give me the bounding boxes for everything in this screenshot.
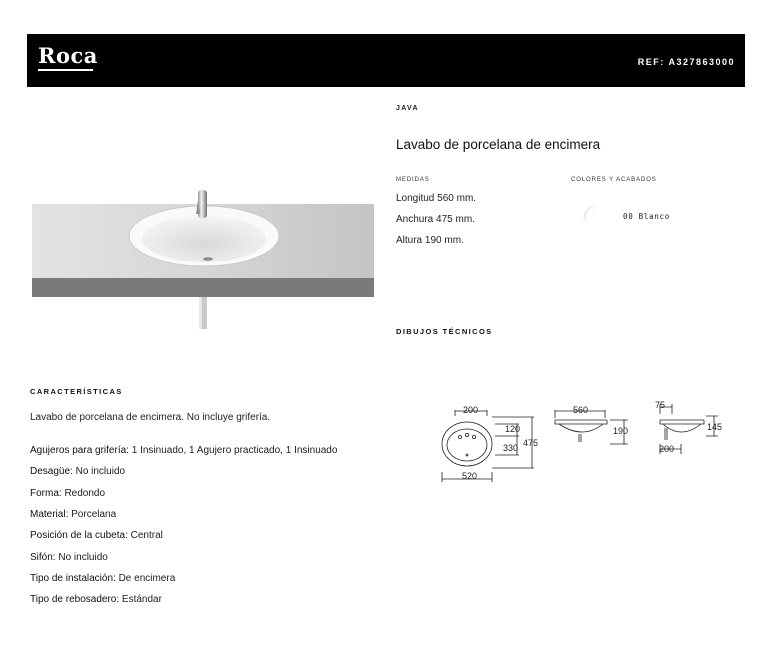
spec-value: De encimera (115, 573, 176, 584)
dim-145: 145 (707, 422, 723, 432)
spec-value: 1 Insinuado, 1 Agujero practicado, 1 Insinuado (128, 445, 338, 456)
colors-label: COLORES Y ACABADOS (571, 177, 657, 183)
spec-key: Posición de la cubeta: (30, 530, 128, 541)
measures-label: MEDIDAS (396, 177, 430, 183)
product-series: JAVA (396, 105, 419, 112)
measure-width: Anchura 475 mm. (396, 214, 475, 225)
spec-value: Redondo (61, 488, 106, 499)
spec-key: Sifón: (30, 552, 56, 563)
spec-key: Forma: (30, 488, 62, 499)
spec-value: Porcelana (68, 509, 117, 520)
header-bar (27, 34, 745, 87)
spec-key: Material: (30, 509, 69, 520)
drawing-front-view (555, 405, 628, 444)
dim-560: 560 (573, 405, 589, 415)
spec-row (30, 445, 337, 456)
spec-key: Desagüe: (30, 466, 73, 477)
dim-120: 120 (505, 424, 521, 434)
dim-475: 475 (523, 438, 539, 448)
color-name: 00 Blanco (623, 212, 670, 221)
characteristics-heading: CARACTERÍSTICAS (30, 387, 123, 396)
dim-330: 330 (503, 443, 519, 453)
spec-row (30, 552, 108, 563)
spec-row (30, 466, 125, 477)
color-swatch-white (580, 202, 600, 224)
technical-drawings (435, 398, 735, 490)
dim-190: 190 (613, 426, 629, 436)
spec-key: Agujeros para grifería: (30, 445, 129, 456)
product-description: Lavabo de porcelana de encimera. No incluye grifería. (30, 412, 271, 423)
drawing-top-view (442, 405, 538, 482)
drawing-side-view (655, 400, 722, 454)
spec-value: Estándar (119, 594, 162, 605)
dim-top: 200 (463, 405, 479, 415)
measure-height: Altura 190 mm. (396, 235, 464, 246)
spec-value: No incluido (55, 552, 108, 563)
product-reference: REF: A327863000 (637, 57, 735, 67)
dim-200: 200 (659, 444, 675, 454)
spec-key: Tipo de instalación: (30, 573, 116, 584)
technical-drawings-heading: DIBUJOS TÉCNICOS (396, 327, 493, 336)
measure-length: Longitud 560 mm. (396, 193, 477, 204)
brand-logo: Roca (38, 43, 98, 68)
spec-row (30, 488, 105, 499)
spec-row (30, 530, 163, 541)
product-photo (32, 186, 374, 331)
spec-value: No incluido (72, 466, 126, 477)
spec-row (30, 594, 162, 605)
brand-logo-underline (38, 69, 93, 71)
dim-bottom: 520 (462, 471, 478, 481)
spec-key: Tipo de rebosadero: (30, 594, 120, 605)
product-title: Lavabo de porcelana de encimera (396, 137, 601, 152)
spec-value: Central (127, 530, 163, 541)
dim-75: 75 (655, 400, 666, 410)
spec-row (30, 573, 175, 584)
spec-row (30, 509, 116, 520)
